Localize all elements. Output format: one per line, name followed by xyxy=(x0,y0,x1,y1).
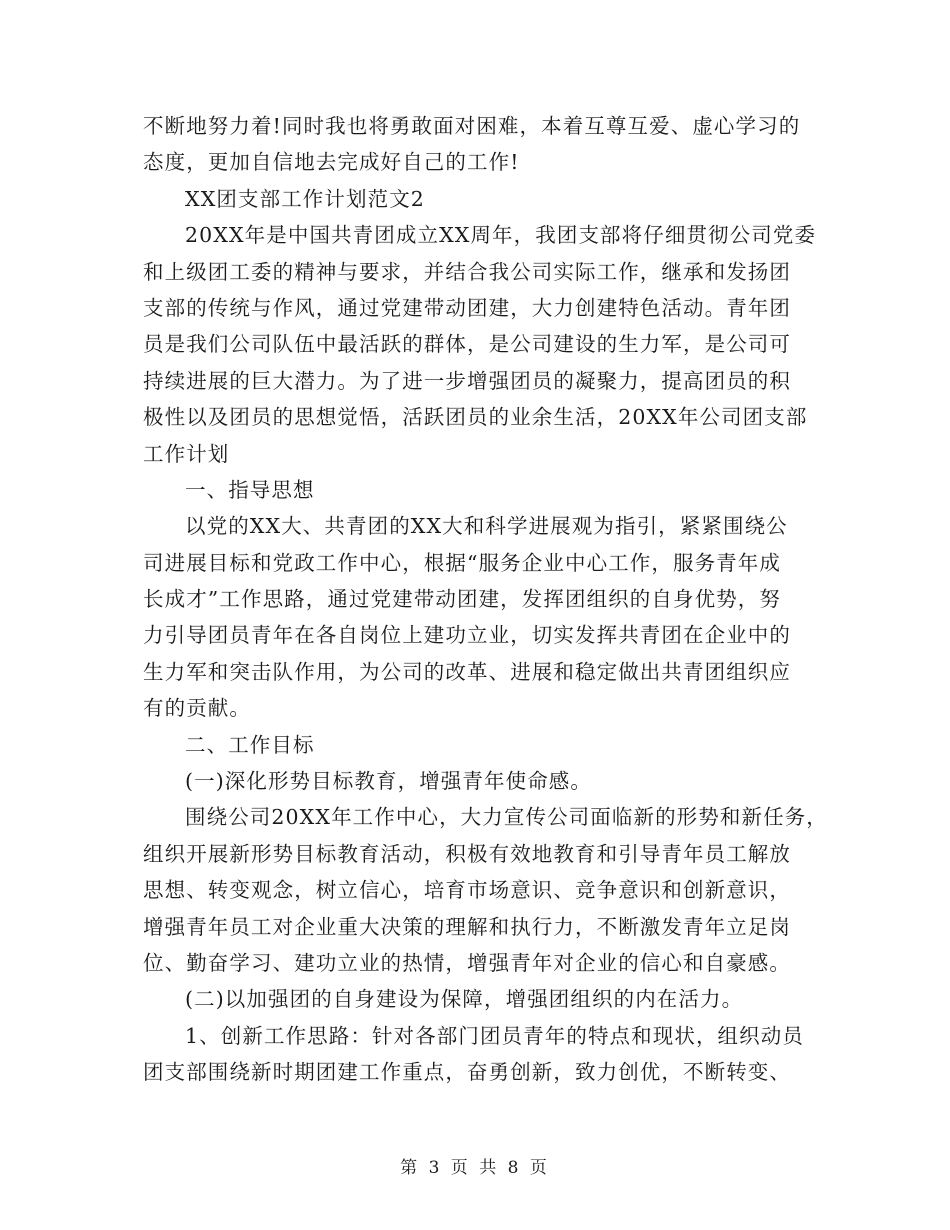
page-number-prefix: 第 xyxy=(400,1158,421,1178)
text-line: 支部的传统与作风，通过党建带动团建，大力创建特色活动。青年团 xyxy=(143,295,791,320)
current-page-number: 3 xyxy=(428,1158,443,1178)
text-line: 团支部围绕新时期团建工作重点，奋勇创新，致力创优，不断转变、 xyxy=(143,1060,791,1085)
text-line: 长成才”工作思路，通过党建带动团建，发挥团组织的自身优势，努 xyxy=(143,587,781,612)
text-line: (二)以加强团的自身建设为保障，增强团组织的内在活力。 xyxy=(185,987,744,1012)
page-number-suffix: 页 xyxy=(529,1158,550,1178)
text-line: 极性以及团员的思想觉悟，活跃团员的业余生活，20XX年公司团支部 xyxy=(143,405,808,430)
page-number-middle: 页 共 xyxy=(450,1158,500,1178)
text-line: 以党的XX大、共青团的XX大和科学进展观为指引，紧紧围绕公 xyxy=(185,514,788,539)
text-line: 有的贡献。 xyxy=(143,696,251,721)
text-line: 20XX年是中国共青团成立XX周年，我团支部将仔细贯彻公司党委 xyxy=(185,223,817,248)
text-line: 和上级团工委的精神与要求，并结合我公司实际工作，继承和发扬团 xyxy=(143,259,791,284)
text-line: 工作计划 xyxy=(143,441,230,466)
document-body xyxy=(143,108,828,1091)
total-pages-number: 8 xyxy=(507,1158,522,1178)
text-line: XX团支部工作计划范文2 xyxy=(185,186,425,211)
text-line: 持续进展的巨大潜力。为了进一步增强团员的凝聚力，提高团员的积 xyxy=(143,368,791,393)
text-line: 生力军和突击队作用，为公司的改革、进展和稳定做出共青团组织应 xyxy=(143,659,791,684)
text-line: 位、勤奋学习、建功立业的热情，增强青年对企业的信心和自豪感。 xyxy=(143,950,791,975)
page-footer xyxy=(0,1153,950,1178)
text-line: 围绕公司20XX年工作中心，大力宣传公司面临新的形势和新任务， xyxy=(185,805,828,830)
text-line: (一)深化形势目标教育，增强青年使命感。 xyxy=(185,769,592,794)
text-line: 思想、转变观念，树立信心，培育市场意识、竞争意识和创新意识， xyxy=(143,878,791,903)
text-line: 不断地努力着!同时我也将勇敢面对困难，本着互尊互爱、虚心学习的 xyxy=(143,114,801,138)
text-line: 一、指导思想 xyxy=(185,477,315,502)
text-line: 员是我们公司队伍中最活跃的群体，是公司建设的生力军，是公司可 xyxy=(143,332,791,357)
text-line: 组织开展新形势目标教育活动，积极有效地教育和引导青年员工解放 xyxy=(143,841,791,866)
text-line: 力引导团员青年在各自岗位上建功立业，切实发挥共青团在企业中的 xyxy=(143,623,791,648)
text-line: 增强青年员工对企业重大决策的理解和执行力，不断激发青年立足岗 xyxy=(143,914,791,939)
text-line: 态度，更加自信地去完成好自己的工作! xyxy=(143,150,520,175)
text-line: 二、工作目标 xyxy=(185,732,315,757)
text-line: 1、创新工作思路：针对各部门团员青年的特点和现状，组织动员 xyxy=(185,1023,804,1048)
text-line: 司进展目标和党政工作中心，根据“服务企业中心工作，服务青年成 xyxy=(143,550,781,575)
